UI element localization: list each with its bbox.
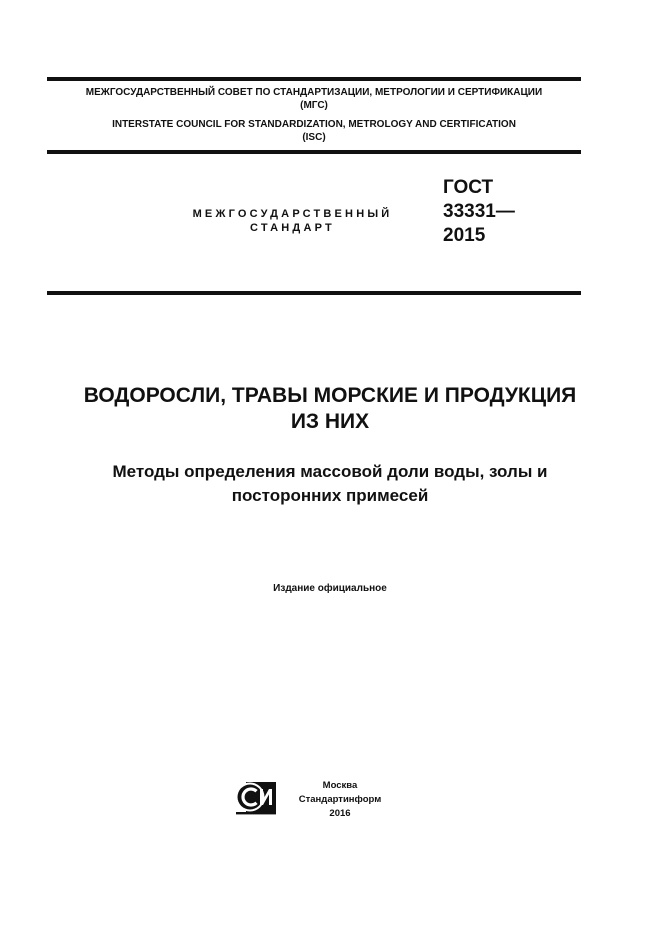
council-abbr-ru: (МГС)	[300, 100, 328, 111]
standartinform-logo-icon	[233, 778, 283, 816]
gost-year: 2015	[443, 225, 486, 246]
document-title-line2: ИЗ НИХ	[290, 410, 370, 433]
publisher-block	[288, 779, 392, 821]
document-subtitle-line1: Методы определения массовой доли воды, золы и	[112, 462, 548, 481]
bottom-divider	[47, 291, 581, 295]
document-title-line1: ВОДОРОСЛИ, ТРАВЫ МОРСКИЕ И ПРОДУКЦИЯ	[83, 384, 577, 407]
gost-prefix: ГОСТ	[443, 177, 494, 198]
standard-type-label	[160, 207, 425, 235]
publisher-city: Москва	[322, 780, 358, 791]
council-name-ru	[47, 86, 581, 112]
middle-divider	[47, 150, 581, 154]
council-abbr-en: (ISC)	[302, 132, 326, 143]
council-name-en	[47, 118, 581, 144]
top-divider	[47, 77, 581, 81]
publication-year: 2016	[329, 808, 351, 819]
gost-designation	[443, 176, 515, 248]
edition-note: Издание официальное	[273, 583, 387, 594]
standard-type-line1: МЕЖГОСУДАРСТВЕННЫЙ	[192, 208, 393, 220]
council-name-en-line1: INTERSTATE COUNCIL FOR STANDARDIZATION, METROLOGY AND CERTIFICATION	[112, 119, 516, 130]
document-title	[30, 383, 630, 435]
council-name-ru-line1: МЕЖГОСУДАРСТВЕННЫЙ СОВЕТ ПО СТАНДАРТИЗАЦИИ, МЕТРОЛОГИИ И СЕРТИФИКАЦИИ	[85, 87, 543, 98]
gost-number: 33331—	[443, 201, 515, 222]
document-subtitle-line2: посторонних примесей	[231, 486, 429, 505]
document-subtitle	[30, 460, 630, 508]
publisher-name: Стандартинформ	[298, 794, 382, 805]
standard-type-line2: СТАНДАРТ	[250, 222, 335, 234]
